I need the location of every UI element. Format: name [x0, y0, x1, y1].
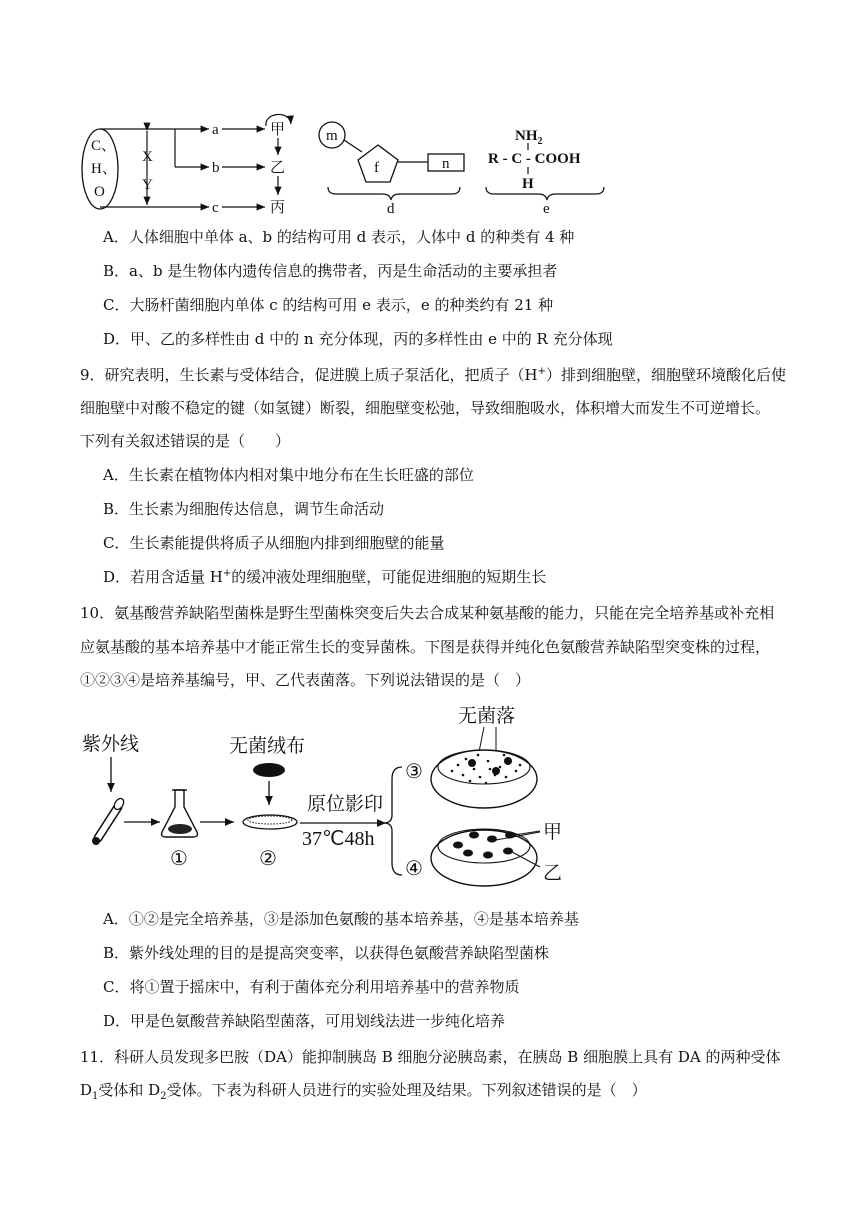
q9-option-d: D．若用含适量 H+的缓冲液处理细胞壁，可能促进细胞的短期生长	[103, 568, 547, 586]
element-o: O	[94, 184, 105, 200]
incubation-label: 37℃48h	[302, 828, 375, 850]
medium-4: ④	[405, 856, 423, 880]
q9-option-a: A．生长素在植物体内相对集中地分布在生长旺盛的部位	[103, 466, 474, 484]
amino-nh2: $NH_2$	[515, 128, 543, 147]
plate-2-icon	[243, 815, 297, 829]
q9-option-b: B．生长素为细胞传达信息，调节生命活动	[103, 500, 385, 518]
q10-option-c: C．将①置于摇床中，有利于菌体充分利用培养基中的营养物质	[103, 978, 520, 996]
monomer-b: b	[212, 160, 220, 176]
q10-option-a: A．①②是完全培养基，③是添加色氨酸的基本培养基，④是基本培养基	[103, 910, 579, 928]
svg-text:m: m	[326, 128, 338, 144]
q8-option-b: B．a、b 是生物体内遗传信息的携带者，丙是生命活动的主要承担者	[103, 262, 558, 280]
medium-3: ③	[405, 759, 423, 783]
amino-chain: R - C - COOH	[488, 151, 581, 167]
q9-stem-line1: 9．研究表明，生长素与受体结合，促进膜上质子泵活化，把质子（H+）排到细胞壁，细胞壁环境酸化后使	[80, 366, 787, 384]
velvet-label: 无菌绒布	[229, 735, 306, 757]
uv-label: 紫外线	[82, 733, 140, 755]
caption-e: e	[543, 201, 550, 217]
svg-text:f: f	[374, 160, 379, 176]
plate-4-icon	[431, 829, 537, 886]
q11-stem-line1: 11．科研人员发现多巴胺（DA）能抑制胰岛 B 细胞分泌胰岛素，在胰岛 B 细胞膜上具有 DA 的两种受体	[80, 1048, 781, 1066]
q9-option-c: C．生长素能提供将质子从细胞内排到细胞壁的能量	[103, 534, 445, 552]
plate-3-icon	[431, 750, 537, 808]
q8-option-c: C．大肠杆菌细胞内单体 c 的结构可用 e 表示，e 的种类约有 21 种	[103, 296, 554, 314]
q8-option-a: A．人体细胞中单体 a、b 的结构可用 d 表示，人体中 d 的种类有 4 种	[103, 228, 575, 246]
no-colony-label: 无菌落	[458, 705, 516, 727]
replica-plating-diagram	[0, 695, 868, 895]
monomer-a: a	[212, 122, 219, 138]
monomer-c: c	[212, 200, 219, 216]
polymer-bing: 丙	[270, 198, 286, 216]
q10-option-b: B．紫外线处理的目的是提高突变率，以获得色氨酸营养缺陷型菌株	[103, 944, 550, 962]
biomolecule-diagram	[0, 0, 868, 220]
q10-option-d: D．甲是色氨酸营养缺陷型菌落，可用划线法进一步纯化培养	[103, 1012, 506, 1030]
svg-text:n: n	[442, 156, 450, 172]
q9-stem-line2: 细胞壁中对酸不稳定的键（如氢键）断裂，细胞壁变松弛，导致细胞吸水，体积增大而发生不可逆增长。	[80, 399, 771, 417]
q8-option-d: D．甲、乙的多样性由 d 中的 n 充分体现，丙的多样性由 e 中的 R 充分体现	[103, 330, 613, 348]
velvet-icon	[253, 763, 285, 777]
q11-stem-line2: $D_1$受体和 $D_2$受体。下表为科研人员进行的实验处理及结果。下列叙述错误的是（ ）	[80, 1081, 647, 1102]
element-h: H、	[91, 161, 117, 177]
label-y: Y	[142, 177, 153, 193]
q9-stem-line3: 下列有关叙述错误的是（ ）	[80, 432, 291, 450]
colony-jia: 甲	[543, 821, 563, 843]
replica-label: 原位影印	[307, 793, 384, 815]
label-x: X	[142, 149, 153, 165]
medium-1: ①	[170, 846, 188, 870]
element-c: C、	[91, 138, 117, 154]
q10-stem-line2: 应氨基酸的基本培养基中才能正常生长的变异菌株。下图是获得并纯化色氨酸营养缺陷型突变株的过程，	[80, 638, 771, 656]
amino-h: H	[522, 176, 534, 192]
test-tube-icon	[92, 797, 126, 845]
flask-icon	[162, 790, 198, 837]
q10-stem-line1: 10．氨基酸营养缺陷型菌株是野生型菌株突变后失去合成某种氨基酸的能力，只能在完全培养基或补充相	[80, 604, 775, 622]
q10-stem-line3: ①②③④是培养基编号，甲、乙代表菌落。下列说法错误的是（ ）	[80, 671, 531, 689]
medium-2: ②	[259, 846, 277, 870]
polymer-yi: 乙	[270, 158, 286, 176]
polymer-jia: 甲	[270, 120, 286, 138]
colony-yi: 乙	[543, 862, 563, 884]
caption-d: d	[387, 201, 395, 217]
